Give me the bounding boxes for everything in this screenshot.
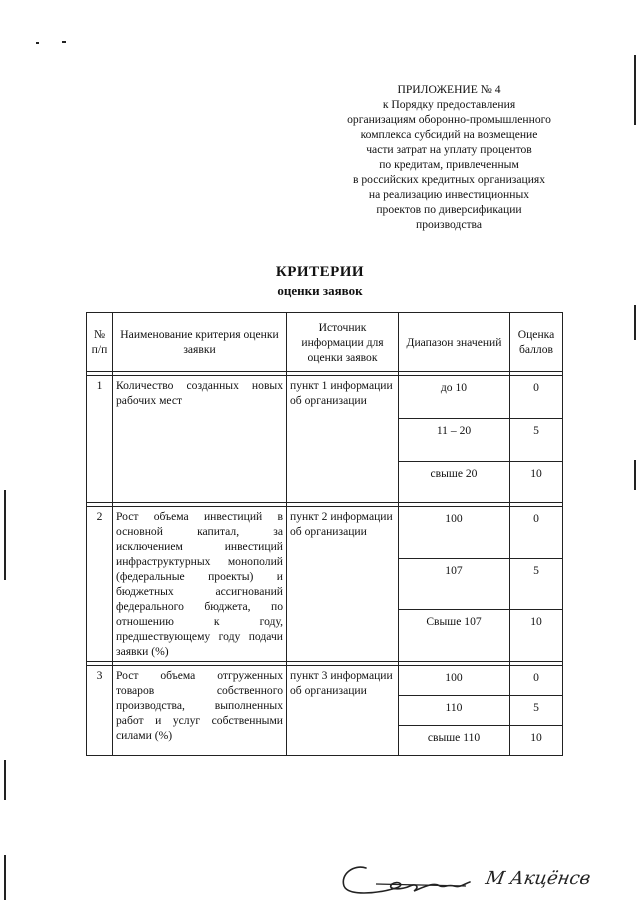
criterion-name: Количество созданных новых рабочих мест bbox=[113, 376, 287, 503]
score-value: 10 bbox=[510, 726, 563, 756]
score-value: 0 bbox=[510, 666, 563, 696]
score-value: 0 bbox=[510, 376, 563, 419]
row-num: 2 bbox=[87, 507, 113, 662]
score-value: 5 bbox=[510, 558, 563, 610]
title-main: КРИТЕРИИ bbox=[275, 264, 365, 280]
criterion-name: Рост объема инвестиций в основной капитал, за исключением инвестиций инфраструктурных монополий (федеральные проекты) и бюджетных ассигнований федерального бюджета, по отношению к году, предшествующему году подачи заявки (%) bbox=[113, 507, 287, 662]
annex-line: ПРИЛОЖЕНИЕ № 4 bbox=[397, 83, 501, 96]
score-value: 5 bbox=[510, 419, 563, 462]
range-value: свыше 110 bbox=[399, 726, 510, 756]
annex-line: на реализацию инвестиционных bbox=[368, 188, 530, 201]
signature-name: М Акцёнсв bbox=[484, 868, 593, 889]
range-value: свыше 20 bbox=[399, 462, 510, 503]
score-value: 0 bbox=[510, 507, 563, 559]
range-value: 100 bbox=[399, 507, 510, 559]
score-value: 10 bbox=[510, 462, 563, 503]
table-row bbox=[87, 507, 563, 559]
annex-line: организациям оборонно-промышленного bbox=[347, 113, 551, 126]
scan-mark bbox=[62, 41, 66, 43]
header-range: Диапазон значений bbox=[399, 313, 510, 372]
annex-header bbox=[318, 82, 580, 232]
header-score: Оценка баллов bbox=[510, 313, 563, 372]
header-name: Наименование критерия оценки заявки bbox=[113, 313, 287, 372]
score-value: 5 bbox=[510, 696, 563, 726]
row-num: 1 bbox=[87, 376, 113, 503]
table-row bbox=[87, 666, 563, 696]
signature-scribble bbox=[336, 860, 476, 900]
range-value: 110 bbox=[399, 696, 510, 726]
range-value: Свыше 107 bbox=[399, 610, 510, 662]
scan-edge-mark bbox=[4, 490, 6, 580]
range-value: до 10 bbox=[399, 376, 510, 419]
row-num: 3 bbox=[87, 666, 113, 756]
document-title bbox=[0, 262, 640, 300]
scan-edge-mark bbox=[634, 55, 636, 125]
criterion-source: пункт 3 информации об организации bbox=[287, 666, 399, 756]
scan-edge-mark bbox=[634, 305, 636, 340]
table-row bbox=[87, 376, 563, 419]
header-num: № п/п bbox=[87, 313, 113, 372]
scan-edge-mark bbox=[4, 760, 6, 800]
annex-line: проектов по диверсификации bbox=[376, 203, 522, 216]
criterion-name: Рост объема отгруженных товаров собственного производства, выполненных работ и услуг собственными силами (%) bbox=[113, 666, 287, 756]
annex-line: к Порядку предоставления bbox=[382, 98, 516, 111]
annex-line: в российских кредитных организациях bbox=[352, 173, 546, 186]
header-source: Источник информации для оценки заявок bbox=[287, 313, 399, 372]
range-value: 100 bbox=[399, 666, 510, 696]
criterion-source: пункт 1 информации об организации bbox=[287, 376, 399, 503]
scan-edge-mark bbox=[634, 460, 636, 490]
annex-line: части затрат на уплату процентов bbox=[366, 143, 532, 156]
title-sub: оценки заявок bbox=[277, 283, 363, 298]
scan-edge-mark bbox=[4, 855, 6, 900]
range-value: 107 bbox=[399, 558, 510, 610]
criterion-source: пункт 2 информации об организации bbox=[287, 507, 399, 662]
criteria-table bbox=[86, 312, 563, 756]
annex-line: производства bbox=[415, 218, 483, 231]
range-value: 11 – 20 bbox=[399, 419, 510, 462]
annex-line: комплекса субсидий на возмещение bbox=[360, 128, 538, 141]
scan-mark bbox=[36, 42, 39, 44]
annex-line: по кредитам, привлеченным bbox=[379, 158, 519, 171]
score-value: 10 bbox=[510, 610, 563, 662]
header-row bbox=[87, 313, 563, 372]
